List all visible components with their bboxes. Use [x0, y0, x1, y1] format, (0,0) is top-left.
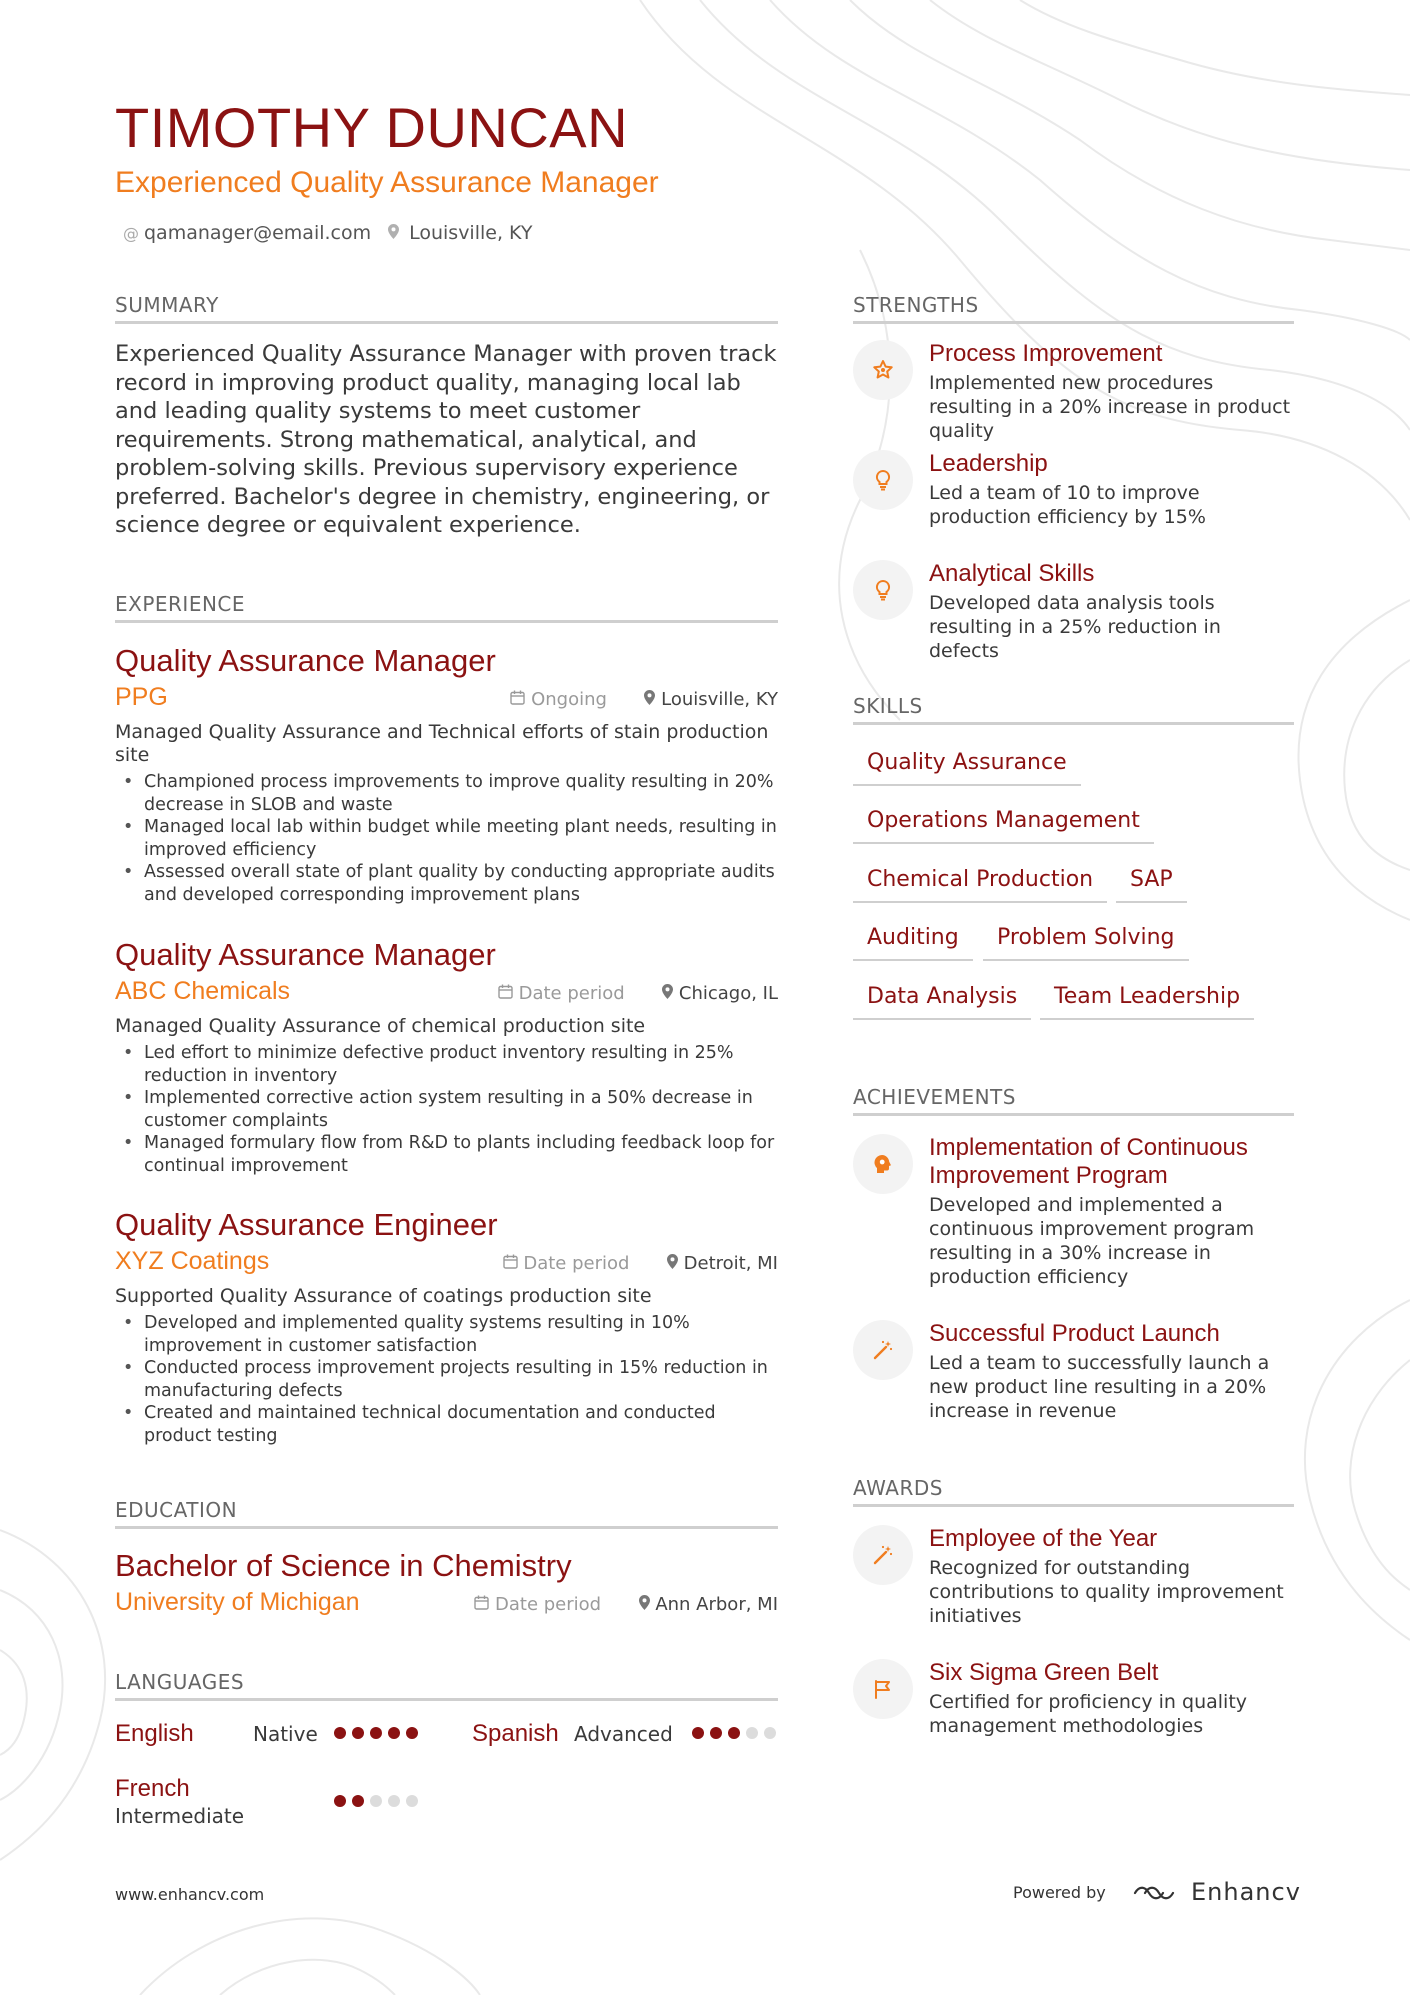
- job-description: Supported Quality Assurance of coatings production site: [115, 1285, 652, 1307]
- rating-dot-empty: [764, 1727, 776, 1739]
- language-level: Advanced: [574, 1722, 673, 1746]
- strength-title: Analytical Skills: [929, 560, 1095, 587]
- job-description: Managed Quality Assurance and Technical efforts of stain production site: [115, 721, 769, 766]
- resume-title: Experienced Quality Assurance Manager: [115, 166, 659, 199]
- rating-dot-empty: [388, 1795, 400, 1807]
- rating-dot-filled: [692, 1727, 704, 1739]
- award-desc: Certified for proficiency in quality management methodologies: [929, 1691, 1248, 1737]
- email-text: qamanager@email.com: [144, 222, 372, 244]
- strength-desc: Led a team of 10 to improve production efficiency by 15%: [929, 482, 1206, 528]
- strength-title: Process Improvement: [929, 340, 1163, 367]
- job-bullet: • Assessed overall state of plant quality by conducting appropriate audits and developed corresponding improvement plans: [115, 861, 778, 906]
- job-bullets: [115, 1042, 778, 1177]
- job-bullet: • Developed and implemented quality systems resulting in 10% improvement in customer satisfaction: [115, 1312, 778, 1357]
- job-title: Quality Assurance Manager: [115, 937, 496, 972]
- skill-tag: SAP: [1116, 869, 1187, 903]
- job-location: Detroit, MI: [683, 1253, 778, 1274]
- job-bullet: • Led effort to minimize defective product inventory resulting in 25% reduction in inventory: [115, 1042, 778, 1087]
- skill-tag: Quality Assurance: [853, 752, 1081, 786]
- strength-desc: Implemented new procedures resulting in a 20% increase in product quality: [929, 372, 1291, 442]
- language-rating: [334, 1795, 424, 1807]
- rating-dot-filled: [406, 1727, 418, 1739]
- section-heading-achievements: ACHIEVEMENTS: [853, 1087, 1294, 1116]
- strength-item: [853, 450, 1294, 529]
- language-level: Intermediate: [115, 1804, 245, 1828]
- education-location: Ann Arbor, MI: [655, 1594, 778, 1615]
- skill-tag: Auditing: [853, 927, 973, 961]
- job-date: Date period: [518, 983, 625, 1004]
- lightbulb-icon: [853, 560, 913, 620]
- strength-title: Leadership: [929, 450, 1048, 477]
- location-pin-icon: [639, 1594, 650, 1615]
- section-heading-strengths: STRENGTHS: [853, 295, 1294, 324]
- strength-desc: Developed data analysis tools resulting in a 25% reduction in defects: [929, 592, 1221, 662]
- location-pin-icon: [667, 1253, 678, 1274]
- rating-dot-filled: [728, 1727, 740, 1739]
- job-date: Date period: [523, 1253, 630, 1274]
- rating-dot-empty: [406, 1795, 418, 1807]
- skill-tag: Chemical Production: [853, 869, 1107, 903]
- degree-title: Bachelor of Science in Chemistry: [115, 1548, 572, 1583]
- job-bullet: • Championed process improvements to improve quality resulting in 20% decrease in SLOB and waste: [115, 771, 778, 816]
- location-pin-icon: [388, 224, 404, 243]
- award-title: Employee of the Year: [929, 1525, 1158, 1552]
- rating-dot-filled: [388, 1727, 400, 1739]
- language-rating: [334, 1727, 424, 1739]
- language-name: Spanish: [472, 1720, 559, 1747]
- calendar-icon: [510, 689, 525, 710]
- job-title: Quality Assurance Engineer: [115, 1207, 498, 1242]
- language-rating: [692, 1727, 782, 1739]
- star-icon: [853, 340, 913, 400]
- calendar-icon: [474, 1594, 489, 1615]
- job-bullet: • Managed local lab within budget while meeting plant needs, resulting in improved efficiency: [115, 816, 778, 861]
- achievement-title: Implementation of Continuous Improvement Program: [929, 1134, 1248, 1189]
- job-description: Managed Quality Assurance of chemical production site: [115, 1015, 646, 1037]
- resume-name: TIMOTHY DUNCAN: [115, 96, 629, 159]
- summary-text: Experienced Quality Assurance Manager with proven track record in improving product quality, managing local lab and leading quality systems to meet customer requirements. Strong mathematical, analytical, and problem-solving skills. Previous supervisory experience preferred. Bachelor's degree in chemistry, engineering, or science degree or equivalent experience.: [115, 341, 777, 538]
- job-company: PPG: [115, 683, 168, 711]
- rating-dot-filled: [710, 1727, 722, 1739]
- section-heading-awards: AWARDS: [853, 1478, 1294, 1507]
- award-title: Six Sigma Green Belt: [929, 1659, 1159, 1686]
- skill-tag: Operations Management: [853, 810, 1154, 844]
- job-bullet: • Conducted process improvement projects resulting in 15% reduction in manufacturing defects: [115, 1357, 778, 1402]
- job-location: Chicago, IL: [678, 983, 778, 1004]
- job-company: ABC Chemicals: [115, 977, 291, 1005]
- location-text: Louisville, KY: [409, 222, 533, 244]
- job-bullet: • Created and maintained technical documentation and conducted product testing: [115, 1402, 778, 1447]
- head-gear-icon: [853, 1134, 913, 1194]
- section-heading-education: EDUCATION: [115, 1500, 778, 1529]
- section-heading-skills: SKILLS: [853, 696, 1294, 725]
- experience-item: [115, 939, 778, 1177]
- award-item: [853, 1525, 1294, 1628]
- footer-url-link[interactable]: www.enhancv.com: [115, 1885, 265, 1904]
- experience-item: [115, 1209, 778, 1447]
- calendar-icon: [498, 983, 513, 1004]
- rating-dot-empty: [746, 1727, 758, 1739]
- achievement-title: Successful Product Launch: [929, 1320, 1220, 1347]
- job-bullets: [115, 771, 778, 906]
- magic-wand-icon: [853, 1525, 913, 1585]
- contact-location: [388, 224, 532, 243]
- job-company: XYZ Coatings: [115, 1247, 270, 1275]
- location-pin-icon: [662, 983, 673, 1004]
- achievement-item: [853, 1320, 1294, 1423]
- experience-item: [115, 645, 778, 906]
- job-date: Ongoing: [531, 689, 607, 710]
- rating-dot-filled: [352, 1727, 364, 1739]
- language-name: French: [115, 1775, 190, 1802]
- award-item: [853, 1659, 1294, 1738]
- rating-dot-filled: [370, 1727, 382, 1739]
- achievement-desc: Developed and implemented a continuous improvement program resulting in a 30% increase in production efficiency: [929, 1194, 1255, 1288]
- skill-tag: Team Leadership: [1040, 986, 1254, 1020]
- skill-tag: Problem Solving: [983, 927, 1189, 961]
- strength-item: [853, 340, 1294, 443]
- school-name: University of Michigan: [115, 1588, 360, 1616]
- footer-powered-by: Powered by: [1013, 1883, 1106, 1902]
- contact-email[interactable]: [123, 224, 371, 243]
- job-location: Louisville, KY: [661, 689, 778, 710]
- award-desc: Recognized for outstanding contributions to quality improvement initiatives: [929, 1557, 1284, 1627]
- footer-brand-name: Enhancv: [1191, 1878, 1301, 1906]
- location-pin-icon: [644, 689, 655, 710]
- education-date: Date period: [495, 1594, 602, 1615]
- job-title: Quality Assurance Manager: [115, 643, 496, 678]
- strength-item: [853, 560, 1294, 663]
- lightbulb-icon: [853, 450, 913, 510]
- rating-dot-filled: [352, 1795, 364, 1807]
- section-heading-experience: EXPERIENCE: [115, 594, 778, 623]
- enhancv-logo-icon: [1131, 1881, 1179, 1905]
- at-icon: @: [123, 224, 139, 243]
- language-level: Native: [253, 1722, 318, 1746]
- flag-icon: [853, 1659, 913, 1719]
- language-name: English: [115, 1720, 194, 1747]
- section-heading-summary: SUMMARY: [115, 295, 778, 324]
- job-bullet: • Implemented corrective action system resulting in a 50% decrease in customer complaints: [115, 1087, 778, 1132]
- job-bullet: • Managed formulary flow from R&D to plants including feedback loop for continual improvement: [115, 1132, 778, 1177]
- skill-tag: Data Analysis: [853, 986, 1031, 1020]
- achievement-item: [853, 1134, 1294, 1289]
- rating-dot-filled: [334, 1795, 346, 1807]
- section-heading-languages: LANGUAGES: [115, 1672, 778, 1701]
- magic-wand-icon: [853, 1320, 913, 1380]
- rating-dot-empty: [370, 1795, 382, 1807]
- education-item: [115, 1550, 778, 1624]
- calendar-icon: [503, 1253, 518, 1274]
- job-bullets: [115, 1312, 778, 1447]
- rating-dot-filled: [334, 1727, 346, 1739]
- achievement-desc: Led a team to successfully launch a new product line resulting in a 20% increase in revenue: [929, 1352, 1270, 1422]
